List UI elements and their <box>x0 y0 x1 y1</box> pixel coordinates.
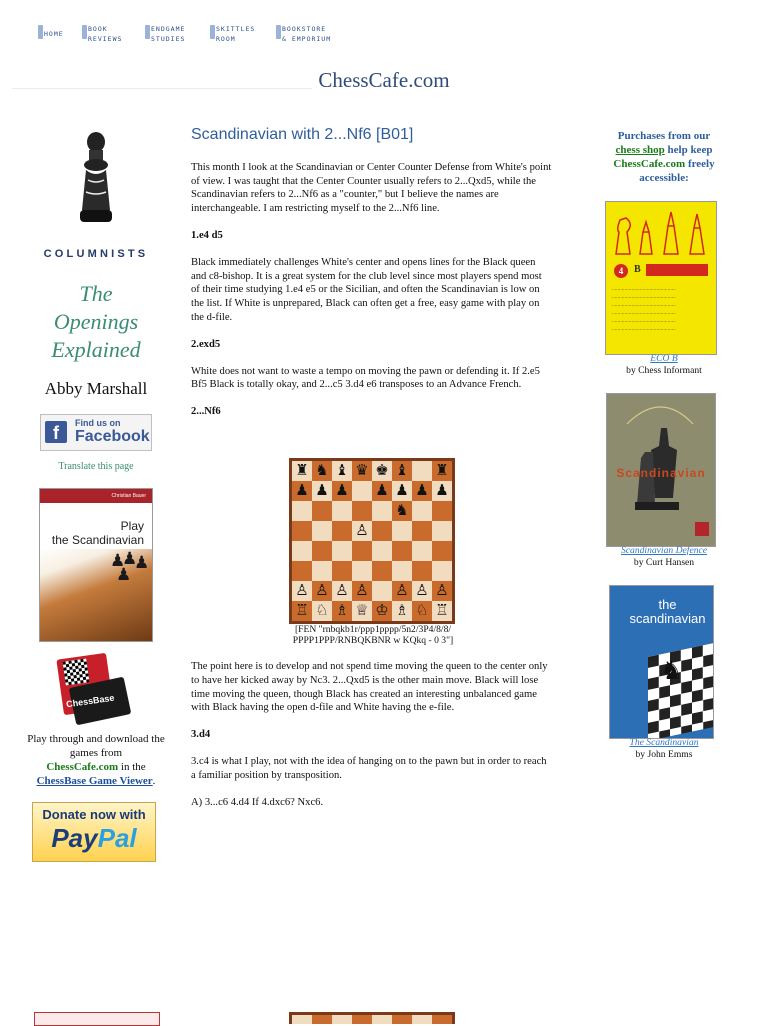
board-square <box>392 481 412 501</box>
chess-piece-icon: ♟ <box>295 483 309 499</box>
book-icon <box>82 25 87 39</box>
header-divider <box>12 88 312 89</box>
board-square <box>432 461 452 481</box>
board-square <box>372 581 392 601</box>
chessbase-logo[interactable]: ChessBase <box>60 656 130 728</box>
board-square <box>292 521 312 541</box>
board-square <box>412 521 432 541</box>
board-square <box>432 541 452 561</box>
article-paragraph: 3.c4 is what I play, not with the idea of hanging on to the pawn but in order to reach a familiar position by transposition. <box>191 755 547 781</box>
board-square <box>372 541 392 561</box>
chess-pieces-icon <box>606 202 716 262</box>
the-scandinavian-caption: The Scandinavian by John Emms <box>629 737 699 760</box>
board-square <box>392 521 412 541</box>
article-paragraph: This month I look at the Scandinavian or Center Counter Defense from White's point of view. I was taught that the Center Counter usually refers to 2...Qxd5, while the Scandinavian refers to 2...Nf6 as a "counter," but I believe the names are interchangeable. I am restricting myself to the 2...Nf6 line. <box>191 161 552 215</box>
chess-piece-icon: ♟ <box>395 483 409 499</box>
board-square <box>412 541 432 561</box>
board-square <box>372 561 392 581</box>
board-square <box>332 581 352 601</box>
board-square <box>352 521 372 541</box>
scandinavian-defence-caption: Scandinavian Defence by Curt Hansen <box>620 545 708 568</box>
article-paragraph: Black immediately challenges White's center and opens lines for the Black queen and c8-bishop. It is a great system for the club level since most players spend most of their time studying 1.e4 e5 or the Sicilian, and often the Scandinavian is low on the list. If White is unprepared, Black can often get a free, easy game with play on the d-file. <box>191 256 542 323</box>
board-square <box>432 561 452 581</box>
move-heading: 2...Nf6 <box>191 406 221 418</box>
board-square <box>292 541 312 561</box>
board-square <box>352 481 372 501</box>
board-square <box>292 561 312 581</box>
article-title: Scandinavian with 2...Nf6 [B01] <box>191 126 414 143</box>
board-square <box>412 601 432 621</box>
board-square <box>292 481 312 501</box>
chess-piece-icon: ♟ <box>415 483 429 499</box>
board-square <box>292 601 312 621</box>
article-paragraph: The point here is to develop and not spend time moving the queen to the center only to have her kicked away by Nc3. 2...Qxd5 is the other main move. Black will lose time moving the queen, though Black has created an interesting unbalanced game with Black having the open d-file and White having the e-file. <box>191 661 548 714</box>
cover-board-image <box>40 549 152 641</box>
chess-piece-icon: ♙ <box>355 523 369 539</box>
chess-piece-icon: ♛ <box>355 463 369 479</box>
chess-piece-icon: ♖ <box>435 603 449 619</box>
board-square <box>352 601 372 621</box>
board-square <box>312 501 332 521</box>
chess-piece-icon: ♚ <box>375 463 389 479</box>
chess-piece-icon: ♟ <box>435 483 449 499</box>
board-square <box>332 501 352 521</box>
cover-pawn-icon: ♟ <box>110 551 126 570</box>
nav-bookstore[interactable]: BOOKSTORE & EMPORIUM <box>282 24 331 44</box>
the-scandinavian-link[interactable]: The Scandinavian <box>629 737 699 748</box>
pawn-logo-icon <box>76 130 116 230</box>
board-square <box>312 561 332 581</box>
board-square <box>312 461 332 481</box>
chess-piece-icon: ♜ <box>295 463 309 479</box>
board-square <box>352 561 372 581</box>
board-square <box>412 481 432 501</box>
endgame-icon <box>145 25 150 39</box>
chess-piece-icon: ♞ <box>395 503 409 519</box>
chess-piece-icon: ♜ <box>435 463 449 479</box>
play-the-scandinavian-book-cover[interactable]: Christian Bauer Play the Scandinavian ♟ ♟ ♟ ♟ <box>39 488 153 642</box>
cover-pawn-icon: ♟ <box>122 549 138 568</box>
board-square <box>432 521 452 541</box>
skittles-icon <box>210 25 215 39</box>
board-square <box>352 541 372 561</box>
board-square <box>352 501 372 521</box>
nav-skittles-room[interactable]: SKITTLES ROOM <box>216 24 255 44</box>
board-square <box>392 601 412 621</box>
board-square <box>332 521 352 541</box>
facebook-icon: f <box>45 421 67 443</box>
chess-piece-icon: ♟ <box>315 483 329 499</box>
chess-piece-icon: ♙ <box>355 583 369 599</box>
purchase-note: Purchases from our chess shop help keep ChessCafe.com freely accessible: <box>613 130 715 184</box>
board-square <box>332 601 352 621</box>
nav-home[interactable]: HOME <box>44 24 64 34</box>
scandinavian-defence-book-cover[interactable]: Scandinavian <box>606 393 716 547</box>
board-square <box>432 501 452 521</box>
board-square <box>332 561 352 581</box>
board-square <box>432 601 452 621</box>
board-square <box>432 581 452 601</box>
board-square <box>392 541 412 561</box>
board-square <box>292 461 312 481</box>
eco-b-link[interactable]: ECO B <box>650 353 678 364</box>
board-square <box>392 561 412 581</box>
translate-link[interactable]: Translate this page <box>58 461 134 472</box>
board-square <box>312 481 332 501</box>
cover-pawn-icon: ♟ <box>134 553 150 572</box>
board-square <box>392 461 412 481</box>
board-square <box>312 521 332 541</box>
chess-shop-link[interactable]: chess shop <box>615 144 665 156</box>
chess-piece-icon: ♘ <box>415 603 429 619</box>
chessbase-game-viewer-link[interactable]: ChessBase Game Viewer <box>36 775 153 787</box>
chess-piece-icon: ♙ <box>315 583 329 599</box>
article-body-continued <box>191 660 553 822</box>
eco-b-book-cover[interactable]: 4 B .............................................. .............................................. .............................................. .............................................. .............................................. .............................................. <box>605 201 717 355</box>
columnists-heading: COLUMNISTS <box>43 248 149 260</box>
game-viewer-note: Play through and download the games from ChessCafe.com in the ChessBase Game Viewer. <box>27 733 165 787</box>
facebook-button[interactable]: f Find us on Facebook <box>40 414 152 451</box>
board-square <box>312 581 332 601</box>
article-paragraph: A) 3...c6 4.d4 If 4.dxc6? Nxc6. <box>191 796 324 808</box>
chess-piece-icon: ♗ <box>335 603 349 619</box>
chess-piece-icon: ♝ <box>395 463 409 479</box>
chess-piece-icon: ♙ <box>335 583 349 599</box>
chess-piece-icon: ♟ <box>335 483 349 499</box>
board-square <box>412 461 432 481</box>
board-square <box>372 521 392 541</box>
board-square <box>412 581 432 601</box>
board-square <box>332 481 352 501</box>
chess-piece-icon: ♔ <box>375 603 389 619</box>
chess-piece-icon: ♙ <box>415 583 429 599</box>
board-square <box>292 581 312 601</box>
chess-diagram <box>289 458 455 624</box>
chess-piece-icon: ♞ <box>315 463 329 479</box>
board-square <box>432 481 452 501</box>
board-square <box>332 461 352 481</box>
site-logo[interactable]: ChessCafe.com <box>318 68 450 92</box>
board-square <box>332 541 352 561</box>
chess-piece-icon: ♝ <box>335 463 349 479</box>
board-square <box>412 501 432 521</box>
board-square <box>392 501 412 521</box>
next-chess-diagram-partial <box>289 1012 455 1024</box>
fen-caption: [FEN "rnbqkb1r/ppp1pppp/5n2/3P4/8/8/ PPPP1PPP/RNBQKBNR w KQkq - 0 3"] <box>292 624 454 646</box>
board-square <box>412 561 432 581</box>
chess-piece-icon: ♘ <box>315 603 329 619</box>
board-square <box>392 581 412 601</box>
chess-piece-icon: ♗ <box>395 603 409 619</box>
article-body <box>191 126 553 646</box>
cover-pawn-icon: ♟ <box>116 565 132 584</box>
chess-piece-icon: ♙ <box>395 583 409 599</box>
move-heading: 2.exd5 <box>191 338 221 350</box>
paypal-donate-button[interactable]: Donate now with PayPal <box>32 802 156 862</box>
board-square <box>372 461 392 481</box>
chess-piece-icon: ♙ <box>295 583 309 599</box>
column-title: The Openings Explained <box>51 281 141 362</box>
board-square <box>352 461 372 481</box>
chess-piece-icon: ♖ <box>295 603 309 619</box>
board-square <box>312 601 332 621</box>
bookstore-icon <box>276 25 281 39</box>
the-scandinavian-book-cover[interactable]: the scandinavian ♞ <box>609 585 714 739</box>
scandinavian-defence-link[interactable]: Scandinavian Defence <box>620 545 708 556</box>
eco-b-caption: ECO B by Chess Informant <box>626 353 702 376</box>
chess-piece-icon: ♟ <box>375 483 389 499</box>
board-square <box>292 501 312 521</box>
move-heading: 1.e4 d5 <box>191 229 223 241</box>
board-square <box>352 581 372 601</box>
board-square <box>372 501 392 521</box>
chess-piece-icon: ♕ <box>355 603 369 619</box>
board-square <box>372 481 392 501</box>
move-heading: 3.d4 <box>191 729 211 741</box>
article-paragraph: White does not want to waste a tempo on moving the pawn or defending it. If 2.e5 Bf5 Black is totally okay, and 2...c5 3.d4 e6 transposes to an Advance French. <box>191 365 540 391</box>
nav-endgame-studies[interactable]: ENDGAME STUDIES <box>151 24 185 44</box>
board-square <box>372 601 392 621</box>
checkerboard-icon <box>62 658 89 685</box>
board-square <box>312 541 332 561</box>
chess-piece-icon: ♙ <box>435 583 449 599</box>
nav-book-reviews[interactable]: BOOK REVIEWS <box>88 24 122 44</box>
paypal-logo: PayPal <box>51 823 137 853</box>
home-icon <box>38 25 43 39</box>
author-name: Abby Marshall <box>44 379 148 398</box>
cover-knight-icon: ♞ <box>660 656 684 685</box>
